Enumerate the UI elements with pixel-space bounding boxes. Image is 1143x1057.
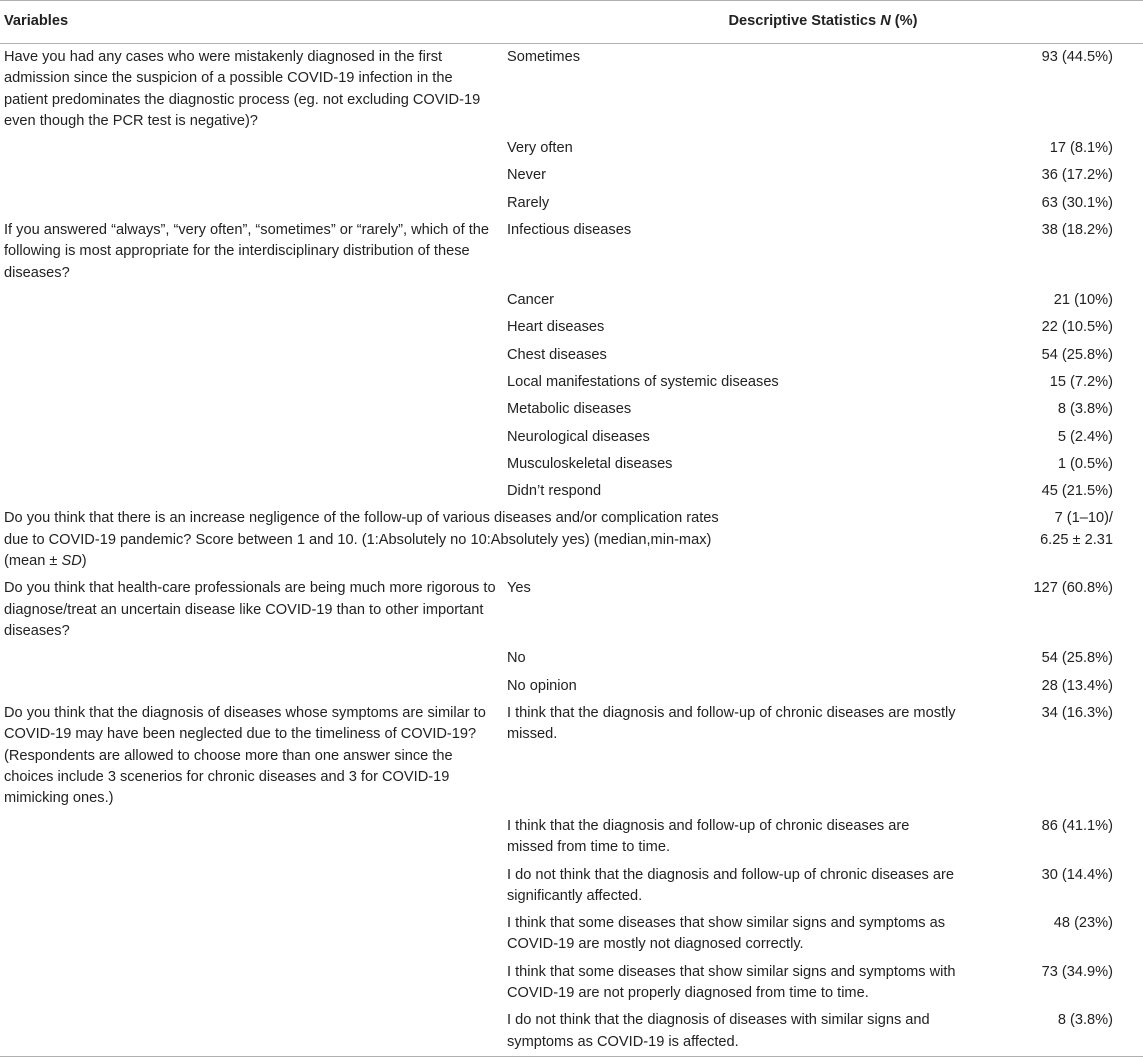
answer-label: Sometimes bbox=[507, 49, 580, 65]
question-cell: If you answered “always”, “very often”, “sometimes” or “rarely”, which of the following is most appropriate for the interdisciplinary distribution of these diseases? bbox=[4, 222, 489, 281]
answer-value: 15 (7.2%) bbox=[1049, 373, 1113, 390]
answer-value: 86 (41.1%) bbox=[1041, 817, 1113, 834]
answer-label: Local manifestations of systemic diseases bbox=[507, 373, 779, 390]
answer-label: I think that the diagnosis and follow-up of chronic diseases are missed from time to time. bbox=[507, 817, 910, 856]
answer-label: I do not think that the diagnosis of diseases with similar signs and symptoms as COVID-19 is affected. bbox=[503, 1007, 963, 1056]
answer-label: Infectious diseases bbox=[507, 222, 632, 239]
answer-value: 54 (25.8%) bbox=[1041, 346, 1113, 363]
table-row bbox=[0, 369, 1143, 396]
answer-value: 17 (8.1%) bbox=[1049, 140, 1113, 157]
answer-label: Musculoskeletal diseases bbox=[507, 455, 673, 472]
answer-label: No bbox=[507, 650, 526, 667]
answer-label: Cancer bbox=[507, 292, 555, 309]
answer-value: 1 (0.5%) bbox=[1057, 455, 1113, 472]
table-row bbox=[0, 645, 1143, 672]
answer-value: 63 (30.1%) bbox=[1041, 194, 1113, 211]
table-row bbox=[0, 217, 1143, 287]
table-row bbox=[0, 505, 1143, 575]
question-cell: Have you had any cases who were mistakenly diagnosed in the first admission since the suspicion of a possible COVID-19 infection in the patient predominates the diagnostic process (eg. not excluding COVID-19 even though the PCR test is negative)? bbox=[4, 49, 481, 129]
table-row bbox=[0, 813, 1143, 862]
table-row bbox=[0, 342, 1143, 369]
table-row bbox=[0, 575, 1143, 645]
answer-label: I think that some diseases that show similar signs and symptoms with COVID-19 are not properly diagnosed from time to time. bbox=[507, 963, 956, 1002]
answer-value: 73 (34.9%) bbox=[1041, 963, 1113, 980]
question-cell: Do you think that the diagnosis of diseases whose symptoms are similar to COVID-19 may have been neglected due to the timeliness of COVID-19? (Respondents are allowed to choose more than one answer since the choices include 3 scenerios for chronic diseases and 3 for COVID-19 mimicking ones.) bbox=[4, 704, 486, 807]
answer-value: 45 (21.5%) bbox=[1041, 483, 1113, 500]
question-cell: Do you think that health-care professionals are being much more rigorous to diagnose/treat an uncertain disease like COVID-19 than to other important diseases? bbox=[4, 580, 496, 639]
answer-label: I do not think that the diagnosis and follow-up of chronic diseases are significantly affected. bbox=[507, 866, 955, 904]
answer-value: 36 (17.2%) bbox=[1041, 167, 1113, 184]
table-row bbox=[0, 162, 1143, 189]
answer-value: 54 (25.8%) bbox=[1041, 650, 1113, 667]
statistics-header bbox=[503, 1, 1143, 44]
answer-label: Heart diseases bbox=[507, 319, 605, 336]
table-row bbox=[0, 478, 1143, 505]
table-row bbox=[0, 700, 1143, 813]
answer-label: Yes bbox=[507, 580, 531, 597]
answer-label: I think that the diagnosis and follow-up of chronic diseases are mostly missed. bbox=[507, 704, 956, 743]
answer-value: 127 (60.8%) bbox=[1033, 580, 1113, 597]
table-row bbox=[0, 424, 1143, 451]
table-row bbox=[0, 314, 1143, 341]
table-row bbox=[0, 44, 1143, 136]
answer-label: Chest diseases bbox=[507, 346, 607, 363]
value-line: 6.25 ± 2.31 bbox=[1040, 531, 1113, 548]
question-cell bbox=[0, 505, 963, 575]
table-row bbox=[0, 673, 1143, 700]
variables-header: Variables bbox=[0, 1, 503, 44]
stats-header-suffix: (%) bbox=[890, 13, 918, 29]
answer-value: 48 (23%) bbox=[1053, 915, 1113, 932]
answer-label: Didn’t respond bbox=[507, 483, 602, 500]
table-row bbox=[0, 135, 1143, 162]
table-row bbox=[0, 910, 1143, 959]
table-row bbox=[0, 1007, 1143, 1056]
answer-value bbox=[963, 505, 1143, 575]
header-row bbox=[0, 1, 1143, 44]
question-line: due to COVID-19 pandemic? Score between 1 and 10. (1:Absolutely no 10:Absolutely yes) (median,min-max) bbox=[4, 531, 712, 548]
answer-value: 34 (16.3%) bbox=[1041, 704, 1113, 721]
answer-value: 5 (2.4%) bbox=[1057, 428, 1113, 445]
answer-label: Never bbox=[507, 167, 546, 184]
answer-value: 30 (14.4%) bbox=[1041, 866, 1113, 883]
answer-value: 21 (10%) bbox=[1053, 292, 1113, 309]
table-row bbox=[0, 396, 1143, 423]
stats-header-prefix: Descriptive Statistics bbox=[728, 13, 881, 29]
answer-value: 22 (10.5%) bbox=[1041, 319, 1113, 336]
answer-label: No opinion bbox=[507, 677, 577, 694]
table-row bbox=[0, 287, 1143, 314]
table-row bbox=[0, 959, 1143, 1008]
answer-value: 93 (44.5%) bbox=[1041, 49, 1113, 65]
value-line: 7 (1–10)/ bbox=[1054, 510, 1113, 527]
answer-label: Rarely bbox=[507, 194, 550, 211]
table-row bbox=[0, 862, 1143, 911]
answer-value: 8 (3.8%) bbox=[963, 1007, 1143, 1056]
answer-value: 28 (13.4%) bbox=[1041, 677, 1113, 694]
table-row bbox=[0, 451, 1143, 478]
table-row bbox=[0, 190, 1143, 217]
question-line bbox=[4, 551, 963, 572]
question-line: Do you think that there is an increase negligence of the follow-up of various diseases and/or complication rates bbox=[4, 510, 719, 527]
answer-value: 8 (3.8%) bbox=[1057, 401, 1113, 418]
question-line-prefix: (mean ± bbox=[4, 553, 62, 570]
stats-header-n: N bbox=[880, 13, 891, 29]
answer-label: I think that some diseases that show similar signs and symptoms as COVID-19 are mostly not diagnosed correctly. bbox=[507, 915, 945, 953]
answer-value: 38 (18.2%) bbox=[1041, 222, 1113, 239]
question-line-suffix: ) bbox=[81, 553, 87, 570]
answer-label: Neurological diseases bbox=[507, 428, 650, 445]
answer-label: Very often bbox=[507, 140, 573, 157]
question-line-sd: SD bbox=[61, 553, 82, 570]
answer-label: Metabolic diseases bbox=[507, 401, 632, 418]
